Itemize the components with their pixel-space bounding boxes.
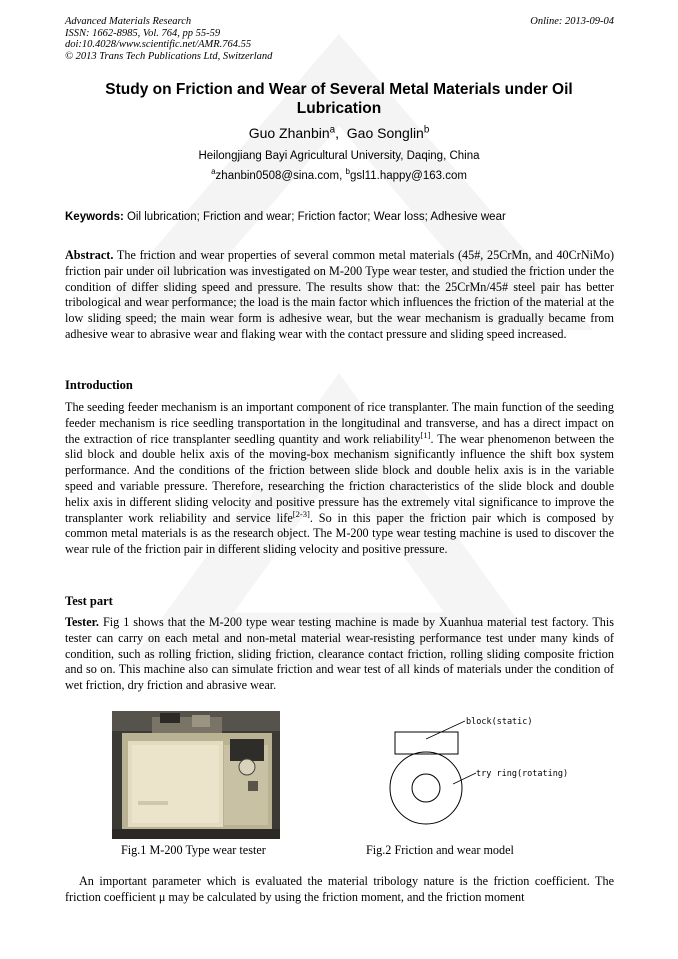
wear-tester-photo: [112, 711, 280, 839]
keywords: [65, 211, 625, 223]
section-heading-introduction: Introduction: [65, 378, 133, 392]
paper-title: Study on Friction and Wear of Several Metal Materials under Oil Lubrication: [105, 81, 573, 117]
tester-label: Tester.: [65, 615, 99, 629]
figure-1-caption: Fig.1 M-200 Type wear tester: [121, 843, 266, 857]
section-heading-test-part: Test part: [65, 594, 113, 608]
introduction-text: . The wear phenomenon between the slid block and double helix axis of the moving-box mechanism significantly influence the shift box system performance. And the conditions of the friction between slide block and double helix axis is in the variable speed and variable pressure. Therefore, researching the friction characteristics of the slide block and double helix axis in different sliding velocity and positive pressure has the extremely vital significance to improve the transplanter work reliability and service life: [65, 431, 614, 525]
issn-line: ISSN: 1662-8985, Vol. 764, pp 55-59: [65, 27, 221, 39]
ring-outer: [390, 752, 462, 824]
copyright-line: © 2013 Trans Tech Publications Ltd, Switzerland: [65, 50, 273, 62]
introduction-paragraph: [65, 400, 614, 558]
doi-line: doi:10.4028/www.scientific.net/AMR.764.55: [65, 39, 252, 50]
citation-ref[interactable]: [2-3]: [292, 508, 310, 519]
introduction-text: The seeding feeder mechanism is an important component of rice transplanter. The main function of the seeding feeder mechanism is rice seedling transportation in the longitudinal and transverse, and has a direct impact on the extraction of rice transplanter seedling quantity and work reliability: [65, 400, 614, 446]
author-name: Guo Zhanbin: [248, 125, 330, 141]
ring-label: try ring(rotating): [476, 769, 569, 779]
block-label: block(static): [466, 717, 533, 727]
author-affiliation-mark: b: [423, 124, 430, 136]
abstract: [65, 248, 614, 343]
keywords-text: Oil lubrication; Friction and wear; Friction factor; Wear loss; Adhesive wear: [123, 211, 506, 223]
author-list: [0, 125, 678, 141]
email-mark: a: [211, 167, 216, 177]
tester-paragraph: [65, 615, 614, 694]
keywords-label: Keywords:: [65, 211, 124, 223]
author-emails: [0, 167, 678, 182]
email-link[interactable]: zhanbin0508@sina.com,: [215, 170, 346, 182]
abstract-label: Abstract.: [65, 248, 114, 262]
friction-coefficient-paragraph: An important parameter which is evaluated the material tribology nature is the friction coefficient. The friction coefficient μ may be calculated by using the friction moment, and the friction moment: [65, 874, 614, 904]
affiliation: Heilongjiang Bayi Agricultural University, Daqing, China: [198, 150, 480, 162]
journal-name: Advanced Materials Research: [65, 16, 192, 27]
author-affiliation-mark: a: [329, 124, 336, 136]
introduction-text: . So in this paper the friction pair which is composed by common metal materials is as the research object. The M-200 type wear testing machine is used to discover the wear rule of the friction pair in different sliding velocity and positive pressure.: [65, 510, 614, 557]
abstract-text: The friction and wear properties of several common metal materials (45#, 25CrMn, and 40CrNiMo) friction pair under oil lubrication was investigated on M-200 Type wear tester, and studied the friction under the condition of differ sliding speed and pressure. The results show that: the 25CrMn/45# steel pair has better tribological and wear performance; the load is the main factor which influences the friction of the material at the low sliding speed; the main wear form is adhesive wear, but the wear mechanism is gradually became from adhesive wear to abrasive wear and flaking wear with the contact pressure and sliding speed increased.: [65, 248, 614, 341]
block-leader-line: [426, 721, 465, 739]
author-separator: ,: [335, 125, 347, 141]
tester-text: Fig 1 shows that the M-200 type wear testing machine is made by Xuanhua material test factory. This tester can carry on each metal and non-metal material wear-resisting performance test under many kinds of condition, such as rolling friction, sliding friction, clearance contact friction, rolling sliding composite friction and so on. This machine also can simulate friction and wear test of all kinds of materials under the condition of wet friction, dry friction and abrasive wear.: [65, 615, 614, 693]
online-date: Online: 2013-09-04: [530, 16, 614, 27]
ring-inner: [412, 774, 440, 802]
ring-leader-line: [453, 773, 476, 784]
email-mark: b: [345, 167, 350, 177]
author-name: Gao Songlin: [346, 125, 424, 141]
figure-2-caption: Fig.2 Friction and wear model: [366, 843, 514, 857]
friction-model-diagram: [370, 712, 570, 842]
email-link[interactable]: gsl11.happy@163.com: [349, 170, 467, 182]
block-rect: [395, 732, 458, 754]
citation-ref[interactable]: [1]: [420, 429, 431, 440]
